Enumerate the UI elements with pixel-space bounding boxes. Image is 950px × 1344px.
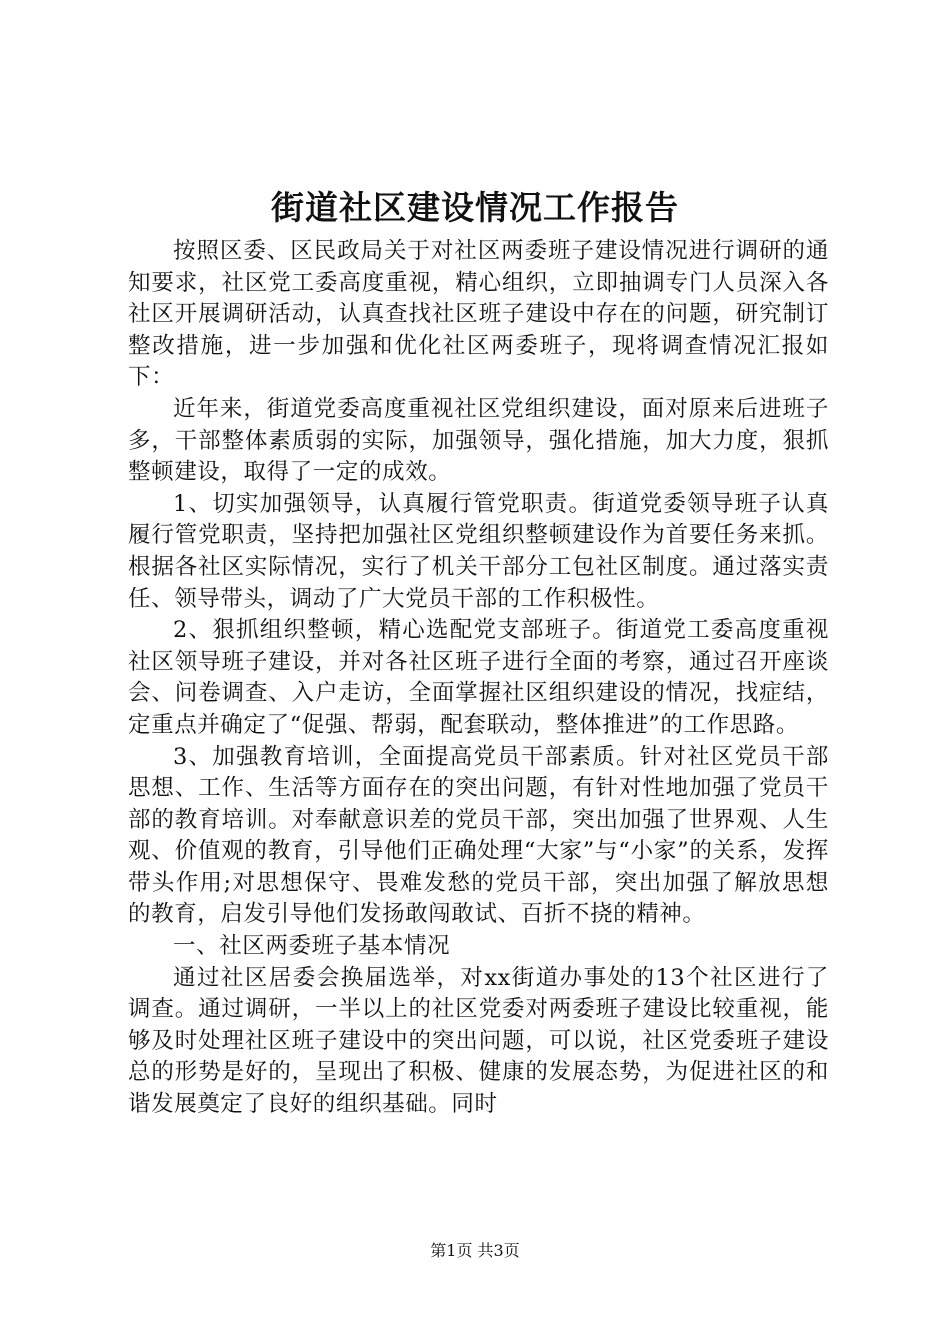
paragraph-item-3: 3、加强教育培训，全面提高党员干部素质。针对社区党员干部思想、工作、生活等方面存在的突出问题，有针对性地加强了党员干部的教育培训。对奉献意识差的党员干部，突出加强了世界观、人生观、价值观的教育，引导他们正确处理“大家”与“小家”的关系，发挥带头作用;对思想保守、畏难发愁的党员干部，突出加强了解放思想的教育，启发引导他们发扬敢闯敢试、百折不挠的精神。: [128, 743, 829, 928]
document-body: [128, 236, 829, 1121]
paragraph-item-1: 1、切实加强领导，认真履行管党职责。街道党委领导班子认真履行管党职责，坚持把加强社区党组织整顿建设作为首要任务来抓。根据各社区实际情况，实行了机关干部分工包社区制度。通过落实责任、领导带头，调动了广大党员干部的工作积极性。: [128, 490, 829, 612]
paragraph-intro: 按照区委、区民政局关于对社区两委班子建设情况进行调研的通知要求，社区党工委高度重视，精心组织，立即抽调专门人员深入各社区开展调研活动，认真查找社区班子建设中存在的问题，研究制订整改措施，进一步加强和优化社区两委班子，现将调查情况汇报如下：: [128, 238, 829, 391]
paragraph-item-2: 2、狠抓组织整顿，精心选配党支部班子。街道党工委高度重视社区领导班子建设，并对各社区班子进行全面的考察，通过召开座谈会、问卷调查、入户走访，全面掌握社区组织建设的情况，找症结，定重点并确定了“促强、帮弱，配套联动，整体推进”的工作思路。: [128, 617, 829, 738]
document-title: 街道社区建设情况工作报告: [271, 188, 679, 227]
paragraph-section-1: 通过社区居委会换届选举，对xx街道办事处的13个社区进行了调查。通过调研，一半以上的社区党委对两委班子建设比较重视，能够及时处理社区班子建设中的突出问题，可以说，社区党委班子建设总的形势是好的，呈现出了积极、健康的发展态势，为促进社区的和谐发展奠定了良好的组织基础。同时: [128, 964, 829, 1118]
section-heading-1: 一、社区两委班子基本情况: [173, 933, 451, 960]
paragraph-overview: 近年来，街道党委高度重视社区党组织建设，面对原来后进班子多，干部整体素质弱的实际，加强领导，强化措施，加大力度，狠抓整顿建设，取得了一定的成效。: [128, 395, 829, 486]
page-number-footer: 第1页 共3页: [430, 1241, 520, 1260]
